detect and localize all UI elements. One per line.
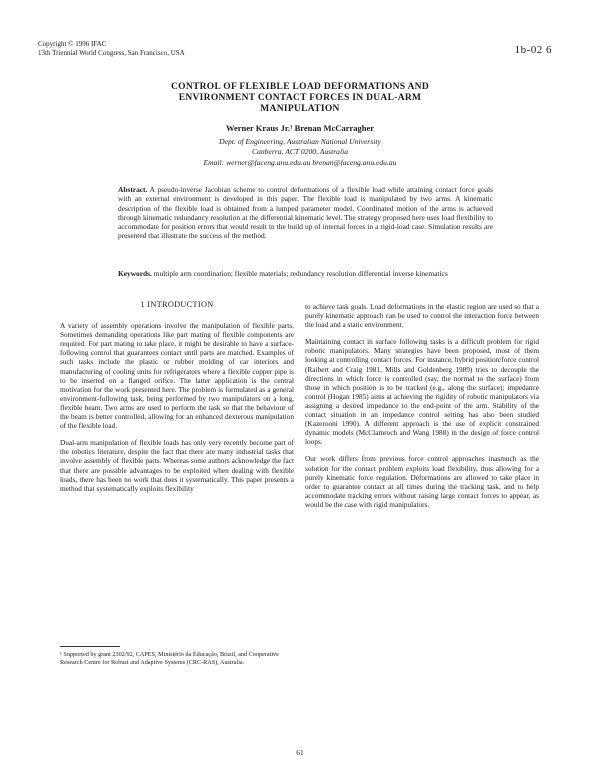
affiliation-line: Dept. of Engineering, Australian National University — [219, 137, 381, 146]
affiliation-line: Canberra, ACT 0200, Australia — [252, 147, 348, 156]
title-line: CONTROL OF FLEXIBLE LOAD DEFORMATIONS AND — [170, 82, 429, 92]
keywords-text: multiple arm coordination; flexible materials; redundancy resolution differential inverse kinematics — [153, 269, 448, 278]
body-paragraph: A variety of assembly operations involve the manipulation of flexible parts. Sometimes demanding operations like part mating of flexible components are required. For part mating to take place, it might be desirable to have a surface-following control that guarantees contact until parts are matched. Examples of such tasks include the plastic or rubber molding of car interiors and manufacturing of cooling units for refrigerators where a flexible copper pipe is to be inserted on a flanged orifice. The latter application is the central motivation for the work presented here. The problem is formulated as a general environment-following task, being performed by two manipulators on a long, flexible beam. Two arms are used to perform the task so that the behaviour of the beam is better controlled, allowing for an enhanced dexterous manipulation of the flexible load. — [60, 321, 294, 431]
abstract-text: A pseudo-inverse Jacobian scheme to control deformations of a flexible load while attaining contact force goals with an external environment is developed in this paper. The flexible load is manipulated by two arms. A kinematic description of the flexible load is obtained from a lumped parameter model. Coordinated motion of the arms is achieved through kinematic redundancy resolution at the differential kinematic level. The strategy proposed here uses load flexibility to accommodate for position errors that would result in the build up of internal forces in a rigid-load case. Simulation results are presented that illustrate the success of the method. — [118, 185, 493, 241]
footnote-divider — [60, 646, 120, 647]
body-paragraph: Maintaining contact in surface following tasks is a difficult problem for rigid robotic manipulators. Many strategies have been proposed, most of them looking at controlling contact forces. For instance, hybrid position/force control (Raibert and Craig 1981, Mills and Goldenberg 1989) tries to decouple the directions in which force is controlled (say, the normal to the surface) from those in which position is to be tracked (e.g., along the surface); impedance control (Hogan 1985) aims at achieving the rigidity of robotic manipulators via assigning a desired impedance to the end-point of the arm. Stability of the contact situation in an impedance control setting has also been studied (Kazerooni 1990). A different approach is the use of explicit constrained dynamic models (McClamroch and Wang 1988) in the design of force control loops. — [305, 337, 539, 447]
title-line: ENVIRONMENT CONTACT FORCES IN DUAL-ARM — [178, 93, 422, 103]
keywords-label: Keywords. — [118, 269, 152, 278]
body-paragraph: to achieve task goals. Load deformations in the elastic region are used so that a purely kinematic approach can be used to control the interaction force between the load and a static environment. — [305, 302, 539, 330]
copyright-line: Copyright © 1996 IFAC — [38, 40, 107, 48]
title-line: MANIPULATION — [260, 104, 340, 114]
page-number: 61 — [296, 748, 304, 757]
congress-line: 13th Triennial World Congress, San Francisco, USA — [38, 49, 185, 57]
abstract-label: Abstract. — [118, 185, 148, 194]
section-heading: 1 INTRODUCTION — [140, 300, 214, 309]
body-paragraph: Dual-arm manipulation of flexible loads has only very recently become part of the robotics literature, despite the fact that there are many industrial tasks that involve assembly of flexible parts. Whereas some authors acknowledge the fact that there are possible advantages to be exploited when dealing with flexible loads, there has been no work that does it systematically. This paper presents a method that systematically exploits flexibility — [60, 438, 294, 493]
footnote: ¹ Supported by grant 2302/92, CAPES, Ministério da Educação, Brazil, and Cooperative Research Centre for Robust and Adaptive Systems (CRC-RAS), Australia. — [60, 651, 279, 666]
left-column — [60, 300, 294, 501]
keywords — [118, 269, 493, 278]
author-emails: Email: werner@faceng.anu.edu.au brenan@faceng.anu.edu.au — [203, 158, 397, 167]
abstract — [118, 185, 493, 241]
conference-header — [38, 40, 185, 58]
paper-title — [60, 82, 540, 115]
paper-id: 1b-02 6 — [514, 44, 552, 56]
right-column — [305, 302, 539, 517]
body-paragraph: Our work differs from previous force control approaches inasmuch as the solution for the contact problem exploits load flexibility, thus allowing for a purely kinematic force regulation. Deformations are allowed to take place in order to guarantee contact at all times during the tracking task, and to help accommodate tracking errors without raising large contact forces to appear, as would be the case with rigid manipulators. — [305, 454, 539, 509]
affiliation — [60, 137, 540, 157]
authors: Werner Kraus Jr.¹ Brenan McCarragher — [225, 123, 375, 133]
